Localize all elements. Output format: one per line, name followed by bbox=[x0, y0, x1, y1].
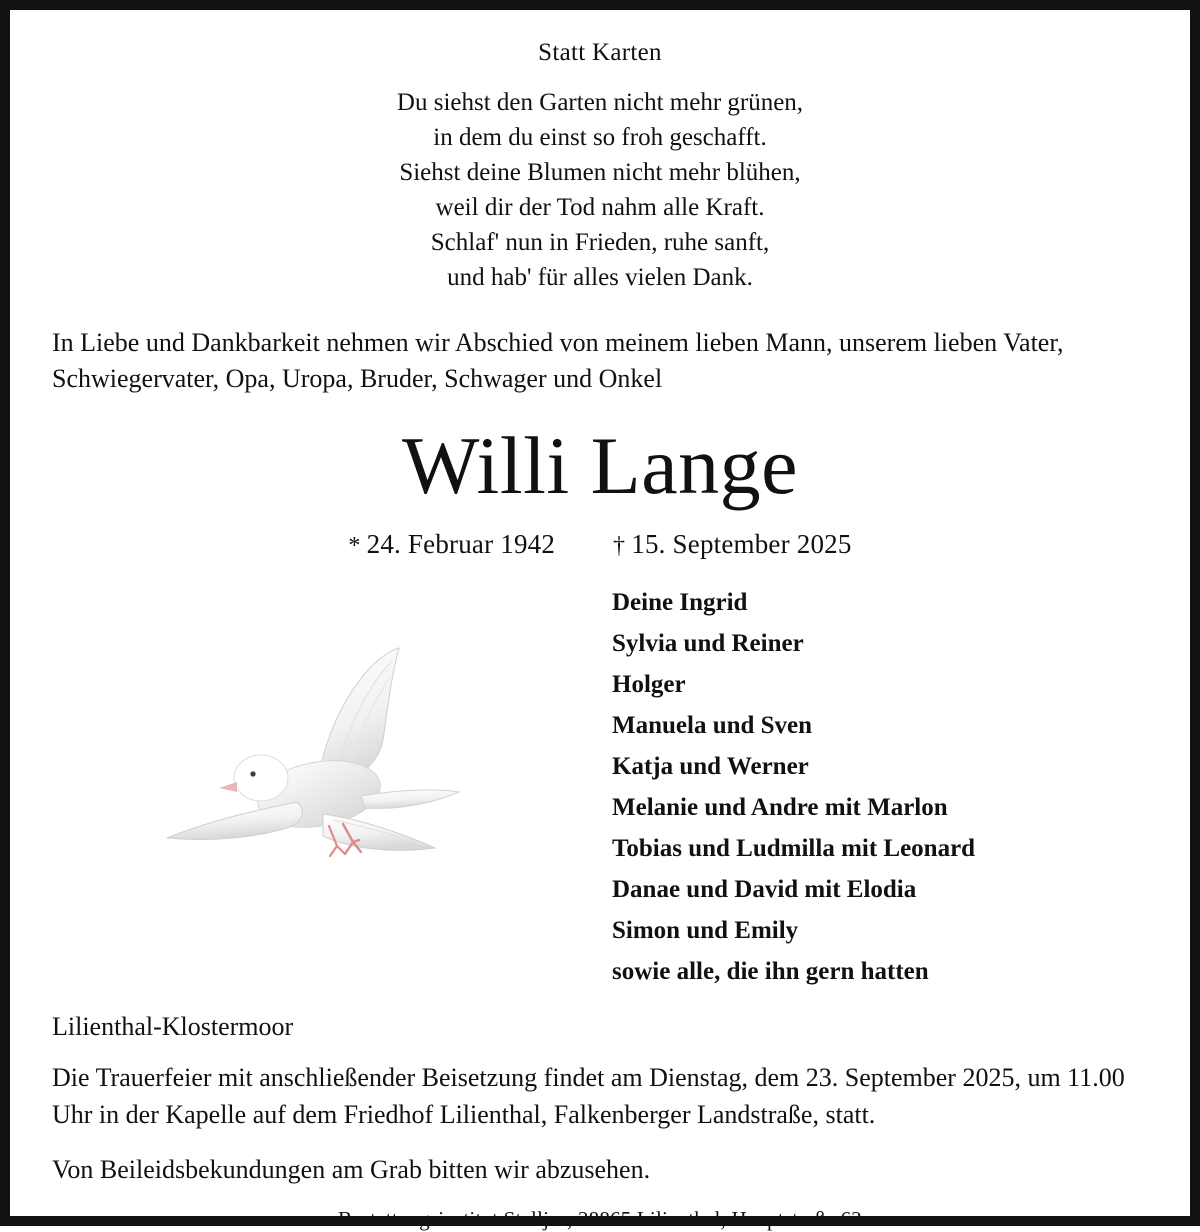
mourners-list bbox=[612, 582, 1148, 992]
cross-icon: † bbox=[613, 533, 626, 560]
ceremony-text: Die Trauerfeier mit anschließender Beisetzung findet am Dienstag, dem 23. September 2025, um 11.00 Uhr in der Kapelle auf dem Friedhof Lilienthal, Falkenberger Landstraße, statt. bbox=[52, 1063, 1125, 1130]
deceased-name: Willi Lange bbox=[401, 419, 799, 511]
list-item: Katja und Werner bbox=[612, 753, 809, 781]
birth-date-value: 24. Februar 1942 bbox=[366, 529, 556, 560]
poem-block bbox=[52, 85, 1148, 295]
dove-icon bbox=[147, 642, 497, 922]
list-item: Sylvia und Reiner bbox=[612, 630, 804, 658]
list-item: sowie alle, die ihn gern hatten bbox=[612, 958, 929, 986]
list-item: Holger bbox=[612, 671, 686, 699]
middle-section bbox=[52, 582, 1148, 992]
motto-text: Statt Karten bbox=[538, 39, 662, 66]
life-dates bbox=[52, 529, 1148, 560]
poem-line: und hab' für alles vielen Dank. bbox=[447, 264, 753, 291]
death-date bbox=[613, 529, 852, 560]
condolence-note: Von Beileidsbekundungen am Grab bitten wir abzusehen. bbox=[52, 1155, 651, 1185]
poem-line: weil dir der Tod nahm alle Kraft. bbox=[435, 194, 765, 221]
list-item: Simon und Emily bbox=[612, 917, 799, 945]
death-date-value: 15. September 2025 bbox=[631, 529, 852, 560]
obituary-card bbox=[10, 10, 1190, 1232]
birth-date bbox=[348, 529, 555, 560]
intro-text: In Liebe und Dankbarkeit nehmen wir Abschied von meinem lieben Mann, unserem lieben Vater, Schwiegervater, Opa, Uropa, Bruder, Schwager und Onkel bbox=[52, 328, 1064, 394]
poem-line: in dem du einst so froh geschafft. bbox=[433, 124, 767, 151]
list-item: Melanie und Andre mit Marlon bbox=[612, 794, 948, 822]
list-item: Manuela und Sven bbox=[612, 712, 813, 740]
list-item: Danae und David mit Elodia bbox=[612, 876, 917, 904]
poem-line: Schlaf' nun in Frieden, ruhe sanft, bbox=[430, 229, 770, 256]
poem-line: Du siehst den Garten nicht mehr grünen, bbox=[396, 89, 804, 116]
asterisk-icon: * bbox=[348, 533, 361, 560]
list-item: Tobias und Ludmilla mit Leonard bbox=[612, 835, 976, 863]
funeral-home-text: Bestattungsinstitut Stelljes, 28865 Lilienthal, Hauptstraße 62 bbox=[338, 1207, 862, 1232]
poem-line: Siehst deine Blumen nicht mehr blühen, bbox=[399, 159, 801, 186]
place-text: Lilienthal-Klostermoor bbox=[52, 1012, 294, 1042]
list-item: Deine Ingrid bbox=[612, 589, 748, 617]
